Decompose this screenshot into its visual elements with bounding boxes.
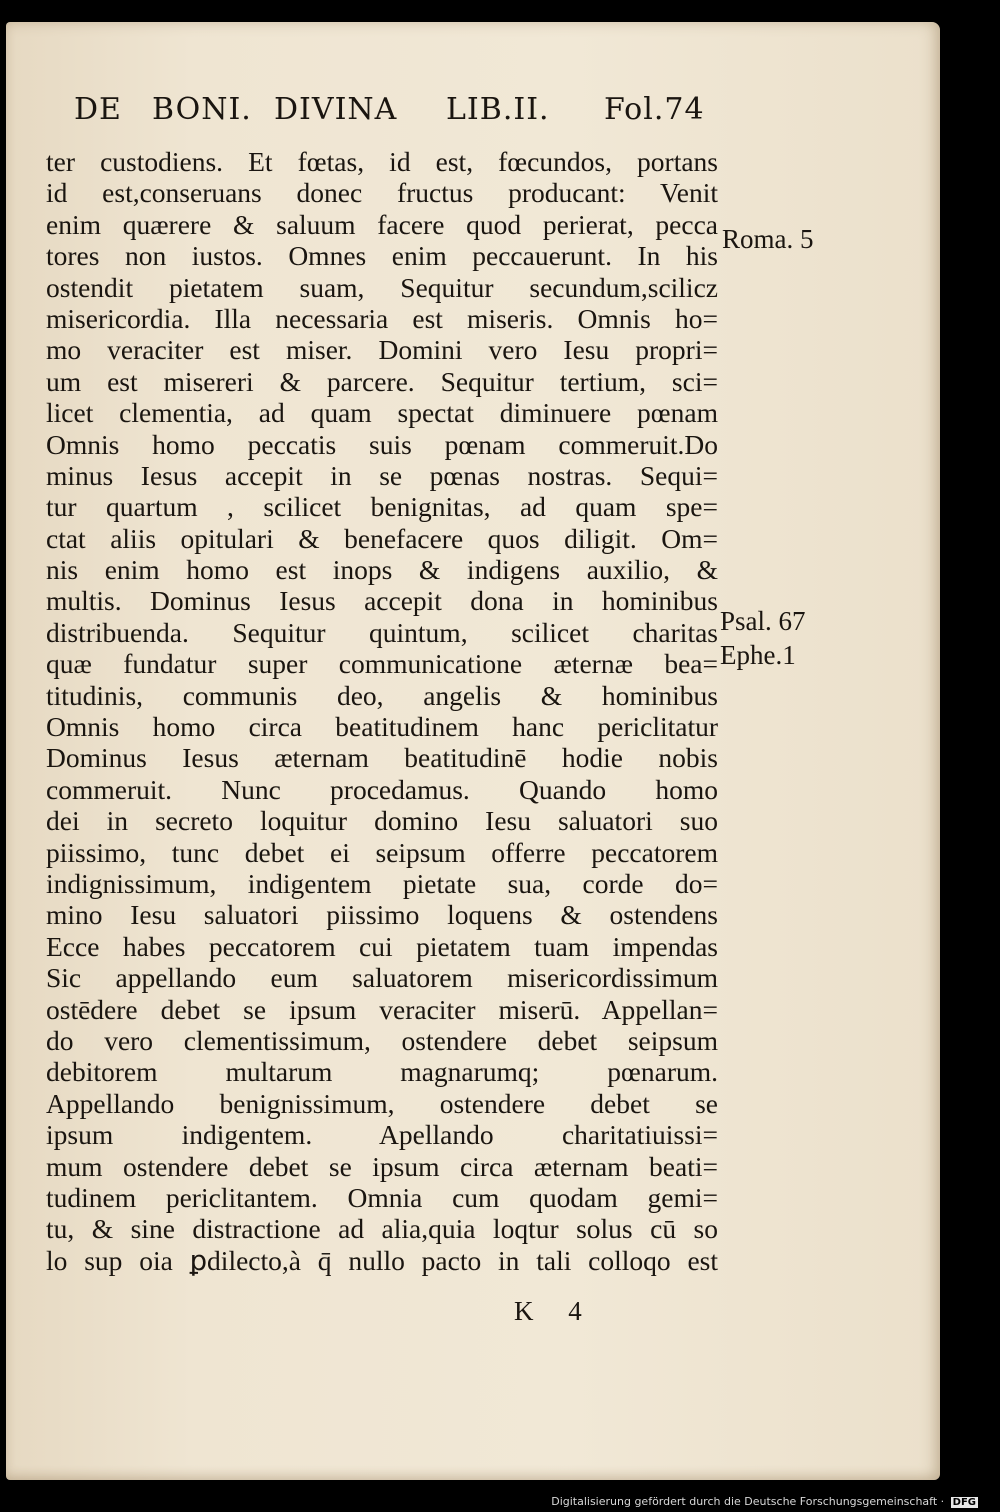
- body-text: [46, 146, 718, 1276]
- text-line: multis. Dominus Iesus accepit dona in hominibus: [46, 585, 718, 617]
- margin-note: Ephe.1: [720, 640, 796, 670]
- text-line: tur quartum , scilicet benignitas, ad quam spe=: [46, 491, 718, 523]
- text-line: ipsum indigentem. Apellando charitatiuissi=: [46, 1119, 718, 1151]
- text-line: minus Iesus accepit in se pœnas nostras. Sequi=: [46, 459, 718, 491]
- margin-note: Psal. 67: [720, 606, 806, 636]
- text-line: dei in secreto loquitur domino Iesu saluatori suo: [46, 805, 718, 837]
- text-line: Sic appellando eum saluatorem misericordissimum: [46, 962, 718, 994]
- text-line: Appellando benignissimum, ostendere debet se: [46, 1087, 718, 1119]
- margin-note: Roma. 5: [722, 224, 814, 254]
- footer-text: Digitalisierung gefördert durch die Deutsche Forschungsgemeinschaft: [551, 1495, 938, 1508]
- header-part: BONI.: [152, 92, 252, 127]
- text-line: ostendit pietatem suam, Sequitur secundum,scilicz: [46, 271, 718, 303]
- signature-mark: K 4: [514, 1296, 596, 1326]
- text-line: tu, & sine distractione ad alia,quia loqtur solus cū so: [46, 1213, 718, 1245]
- text-line: Omnis homo peccatis suis pœnam commeruit.Do: [46, 428, 718, 460]
- text-line: commeruit. Nunc procedamus. Quando homo: [46, 773, 718, 805]
- header-part: DE: [74, 92, 122, 127]
- text-line: lo sup oia ꝑdilecto,à q̄ nullo pacto in tali colloqo est: [46, 1244, 718, 1276]
- text-line: titudinis, communis deo, angelis & hominibus: [46, 679, 718, 711]
- text-line: ter custodiens. Et fœtas, id est, fœcundos, portans: [46, 146, 718, 177]
- text-line: nis enim homo est inops & indigens auxilio, &: [46, 554, 718, 586]
- text-line: enim quærere & saluum facere quod perierat, pecca: [46, 208, 718, 240]
- text-line: mum ostendere debet se ipsum circa æternam beati=: [46, 1150, 718, 1182]
- header-part: DIVINA: [274, 92, 398, 127]
- text-line: mino Iesu saluatori piissimo loquens & ostendens: [46, 899, 718, 931]
- text-line: Ecce habes peccatorem cui pietatem tuam impendas: [46, 930, 718, 962]
- text-line: misericordia. Illa necessaria est miseris. Omnis ho=: [46, 302, 718, 334]
- text-line: Dominus Iesus æternam beatitudinē hodie nobis: [46, 742, 718, 774]
- text-line: id est,conseruans donec fructus producant: Venit: [46, 177, 718, 209]
- footer-separator: ·: [940, 1495, 948, 1508]
- text-line: distribuenda. Sequitur quintum, scilicet charitas: [46, 616, 718, 648]
- text-line: Omnis homo circa beatitudinem hanc periclitatur: [46, 711, 718, 743]
- text-line: ostēdere debet se ipsum veraciter miserū. Appellan=: [46, 993, 718, 1025]
- dfg-logo-icon: DFG: [952, 1496, 976, 1508]
- text-line: do vero clementissimum, ostendere debet seipsum: [46, 1024, 718, 1056]
- text-line: tores non iustos. Omnes enim peccauerunt. In his: [46, 240, 718, 272]
- text-line: um est misereri & parcere. Sequitur tertium, sci=: [46, 365, 718, 397]
- text-line: tudinem periclitantem. Omnia cum quodam gemi=: [46, 1181, 718, 1213]
- text-line: quæ fundatur super communicatione æternæ bea=: [46, 648, 718, 680]
- text-line: mo veraciter est miser. Domini vero Iesu propri=: [46, 334, 718, 366]
- text-line: licet clementia, ad quam spectat diminuere pœnam: [46, 397, 718, 429]
- text-line: ctat aliis opitulari & benefacere quos diligit. Om=: [46, 522, 718, 554]
- footer-credit: [551, 1495, 978, 1508]
- folio-number: Fol.74: [604, 92, 705, 127]
- text-line: debitorem multarum magnarumq; pœnarum.: [46, 1056, 718, 1088]
- running-header: [74, 92, 714, 132]
- header-part: LIB.II.: [446, 92, 550, 127]
- text-line: piissimo, tunc debet ei seipsum offerre peccatorem: [46, 836, 718, 868]
- text-line: indignissimum, indigentem pietate sua, corde do=: [46, 867, 718, 899]
